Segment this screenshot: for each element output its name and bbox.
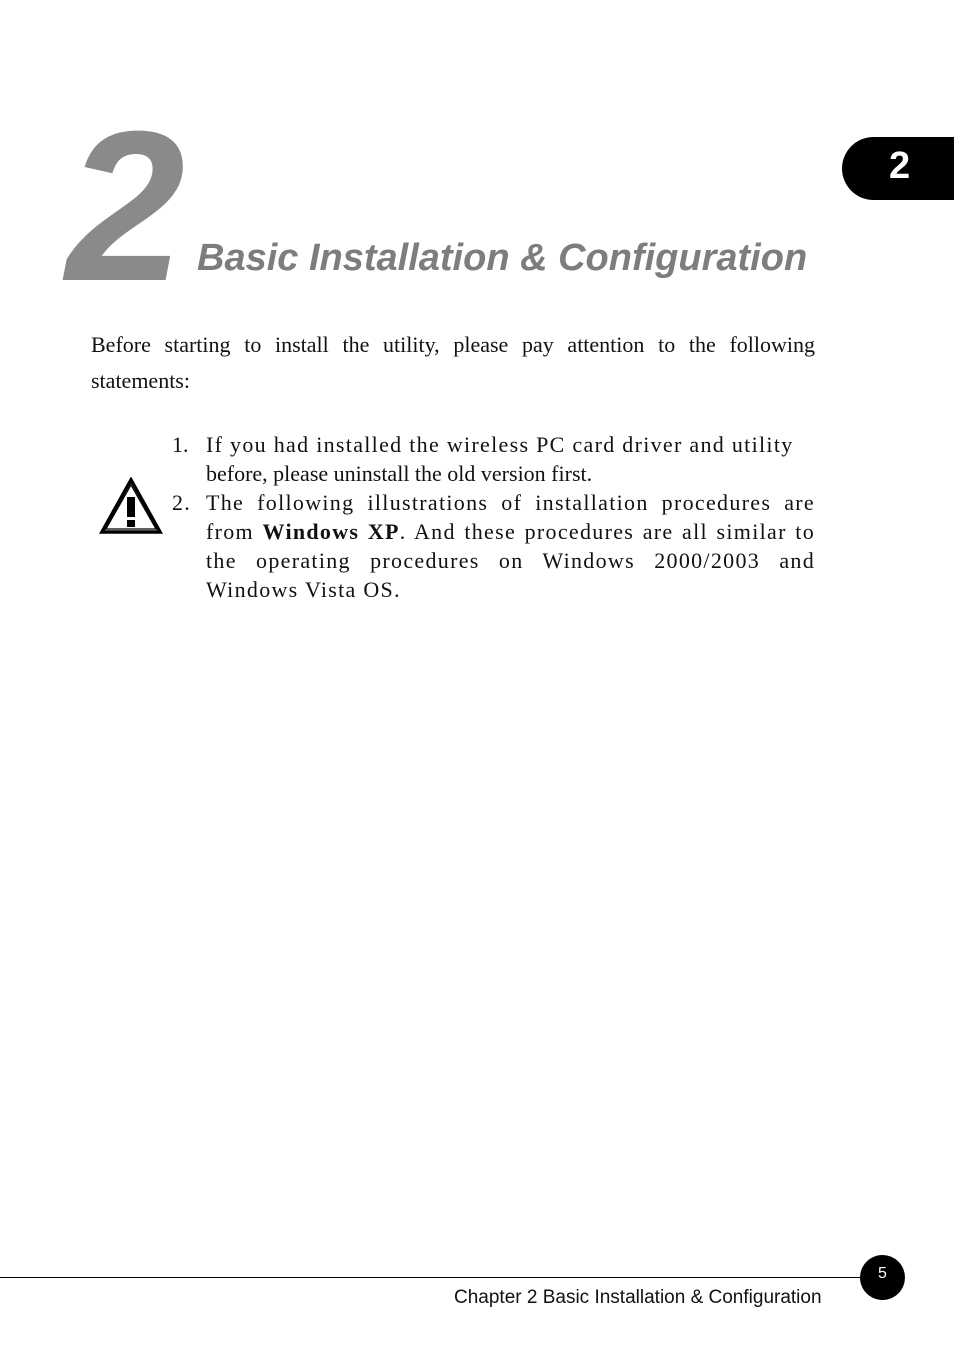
item-text: If you had installed the wireless PC card driver and utility xyxy=(206,432,794,457)
warning-item-2 xyxy=(172,488,815,604)
item-text-end: . And these procedures are all similar to the operating procedures on Windows 2000/2003 and Windows Vista OS. xyxy=(206,519,815,602)
intro-paragraph: Before starting to install the utility, please pay attention to the following statements: xyxy=(91,332,815,393)
running-footer-title: Chapter 2 Basic Installation & Configuration xyxy=(454,1287,822,1308)
warning-list xyxy=(172,430,815,604)
item-text-continuation: before, please uninstall the old version first. xyxy=(206,461,593,486)
warning-triangle-icon xyxy=(99,477,163,535)
chapter-number-large: 2 xyxy=(66,87,182,326)
item-text: The following illustrations of installation procedures are from xyxy=(206,490,815,544)
item-number: 2. xyxy=(172,490,192,515)
item-text-bold: Windows XP xyxy=(262,519,400,544)
page-number: 5 xyxy=(878,1265,887,1282)
item-number: 1. xyxy=(172,432,189,457)
chapter-tab-number: 2 xyxy=(889,145,911,187)
warning-item-1 xyxy=(172,430,815,488)
chapter-title: Basic Installation & Configuration xyxy=(197,237,808,279)
footer-rule xyxy=(0,1277,862,1278)
